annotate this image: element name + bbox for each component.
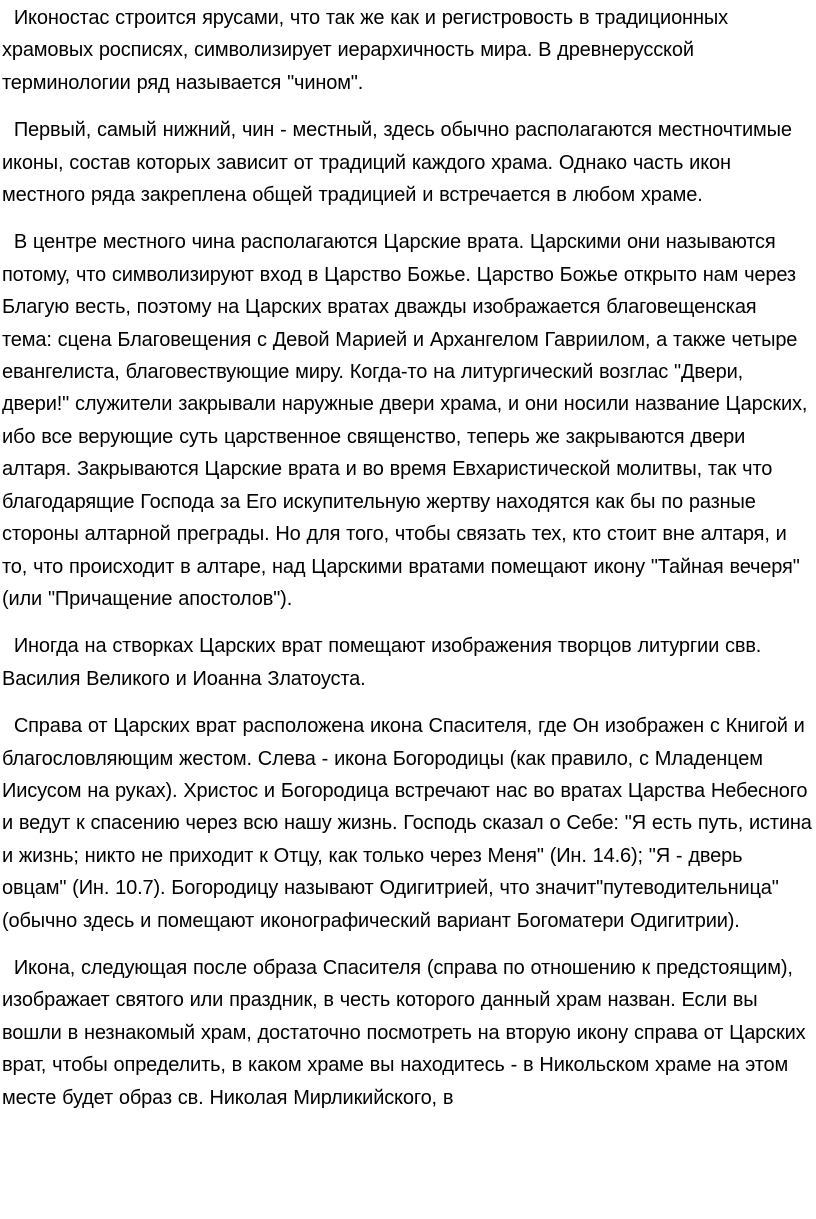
paragraph-liturgy-authors: Иногда на створках Царских врат помещают изображения творцов литургии свв. Василия Великого и Иоанна Златоуста. — [2, 635, 762, 690]
paragraph-savior-theotokos: Справа от Царских врат расположена икона Спасителя, где Он изображен с Книгой и благословляющим жестом. Слева - икона Богородицы (как правило, с Младенцем Иисусом на руках). Христос и Богородица встречают нас во вратах Царства Небесного и ведут к спасению через всю нашу жизнь. Господь сказал о Себе: "Я есть путь, истина и жизнь; никто не приходит к Отцу, как только через Меня" (Ин. 14.6); "Я - дверь овцам" (Ин. 10.7). Богородицу называют Одигитрией, что значит"путеводительница" (обычно здесь и помещают иконографический вариант Богоматери Одигитрии). — [2, 715, 812, 932]
paragraph-iconostasis-tiers: Иконостас строится ярусами, что так же как и регистровость в традиционных храмовых росписях, символизирует иерархичность мира. В древнерусской терминологии ряд называется "чином". — [2, 7, 728, 94]
paragraph-local-tier: Первый, самый нижний, чин - местный, здесь обычно располагаются местночтимые иконы, состав которых зависит от традиций каждого храма. Однако часть икон местного ряда закреплена общей традицией и встречается в любом храме. — [2, 119, 792, 207]
paragraph-temple-icon: Икона, следующая после образа Спасителя (справа по отношению к предстоящим), изображает святого или праздник, в честь которого данный храм назван. Если вы вошли в незнакомый храм, достаточно посмотреть на вторую икону справа от Царских врат, чтобы определить, в каком храме вы находитесь - в Никольском храме на этом месте будет образ св. Николая Мирликийского, в — [2, 956, 806, 1109]
paragraph-royal-doors: В центре местного чина располагаются Царские врата. Царскими они называются потому, что символизируют вход в Царство Божье. Царство Божье открыто нам через Благую весть, поэтому на Царских вратах дважды изображается благовещенская тема: сцена Благовещения с Девой Марией и Архангелом Гавриилом, а также четыре евангелиста, благовествующие миру. Когда-то на литургический возглас "Двери, двери!" служители закрывали наружные двери храма, и они носили название Царских, ибо все верующие суть царственное священство, теперь же закрываются двери алтаря. Закрываются Царские врата и во время Евхаристической молитвы, так что благодарящие Господа за Его искупительную жертву находятся как бы по разные стороны алтарной преграды. Но для того, чтобы связать тех, кто стоит вне алтаря, и то, что происходит в алтаре, над Царскими вратами помещают икону "Тайная вечеря" (или "Причащение апостолов"). — [2, 231, 808, 610]
